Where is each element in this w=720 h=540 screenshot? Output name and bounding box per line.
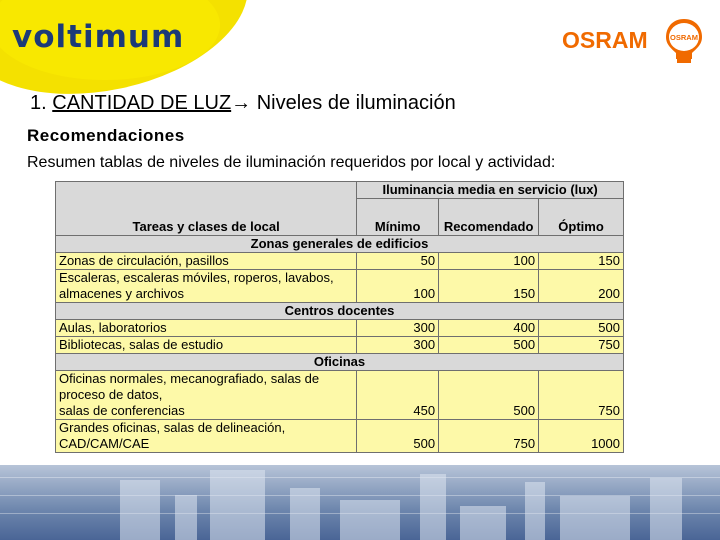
col-header-min: Mínimo [357,199,439,236]
decorative-footer-image [0,465,720,540]
osram-bulb-icon [664,17,704,65]
task-cell [56,371,357,420]
title-prefix: 1. [30,92,53,114]
rec-value-cell: 500 [439,371,539,420]
col-header-rec: Recomendado [439,199,539,236]
table-body [56,236,624,453]
task-line: almacenes y archivos [59,286,184,301]
section-header: Zonas generales de edificios [56,236,624,253]
min-value-cell: 450 [357,371,439,420]
task-cell [56,270,357,303]
task-line: Oficinas normales, mecanografiado, salas de [59,371,320,386]
voltimum-logo: voltimum [12,19,185,55]
rec-value-cell: 400 [439,320,539,337]
task-line: Grandes oficinas, salas de delineación, [59,420,286,435]
opt-value-cell: 150 [539,253,624,270]
task-cell [56,320,357,337]
section-subtitle: Recomendaciones [27,126,185,145]
min-value-cell: 300 [357,320,439,337]
task-cell [56,420,357,453]
opt-value-cell: 500 [539,320,624,337]
illuminance-table [55,181,624,453]
title-underlined: CANTIDAD DE LUZ [52,92,232,114]
task-line: proceso de datos, [59,387,163,402]
opt-value-cell: 200 [539,270,624,303]
task-line: Bibliotecas, salas de estudio [59,337,224,352]
title-rest: Niveles de iluminación [251,92,456,114]
table-row [56,270,624,303]
task-line: CAD/CAM/CAE [59,436,150,451]
group-header-illuminance: Iluminancia media en servicio (lux) [357,182,624,199]
task-line: salas de conferencias [59,403,185,418]
table-row [56,420,624,453]
task-cell [56,337,357,354]
page-title [30,92,456,115]
table-row [56,253,624,270]
opt-value-cell: 750 [539,337,624,354]
task-cell [56,253,357,270]
col-header-opt: Óptimo [539,199,624,236]
osram-logo-text: OSRAM [562,27,648,53]
col-header-task: Tareas y clases de local [56,182,357,236]
task-line: Escaleras, escaleras móviles, roperos, lavabos, [59,270,334,285]
rec-value-cell: 500 [439,337,539,354]
section-header: Oficinas [56,354,624,371]
min-value-cell: 500 [357,420,439,453]
min-value-cell: 300 [357,337,439,354]
osram-bulb-label: OSRAM [670,33,698,42]
min-value-cell: 50 [357,253,439,270]
table-row [56,371,624,420]
rec-value-cell: 100 [439,253,539,270]
rec-value-cell: 750 [439,420,539,453]
task-line: Zonas de circulación, pasillos [59,253,229,268]
opt-value-cell: 1000 [539,420,624,453]
table-row [56,320,624,337]
table-row [56,337,624,354]
min-value-cell: 100 [357,270,439,303]
task-line: Aulas, laboratorios [59,320,167,335]
section-header: Centros docentes [56,303,624,320]
rec-value-cell: 150 [439,270,539,303]
opt-value-cell: 750 [539,371,624,420]
intro-text: Resumen tablas de niveles de iluminación requeridos por local y actividad: [27,154,556,171]
arrow-right-icon: → [231,92,252,114]
